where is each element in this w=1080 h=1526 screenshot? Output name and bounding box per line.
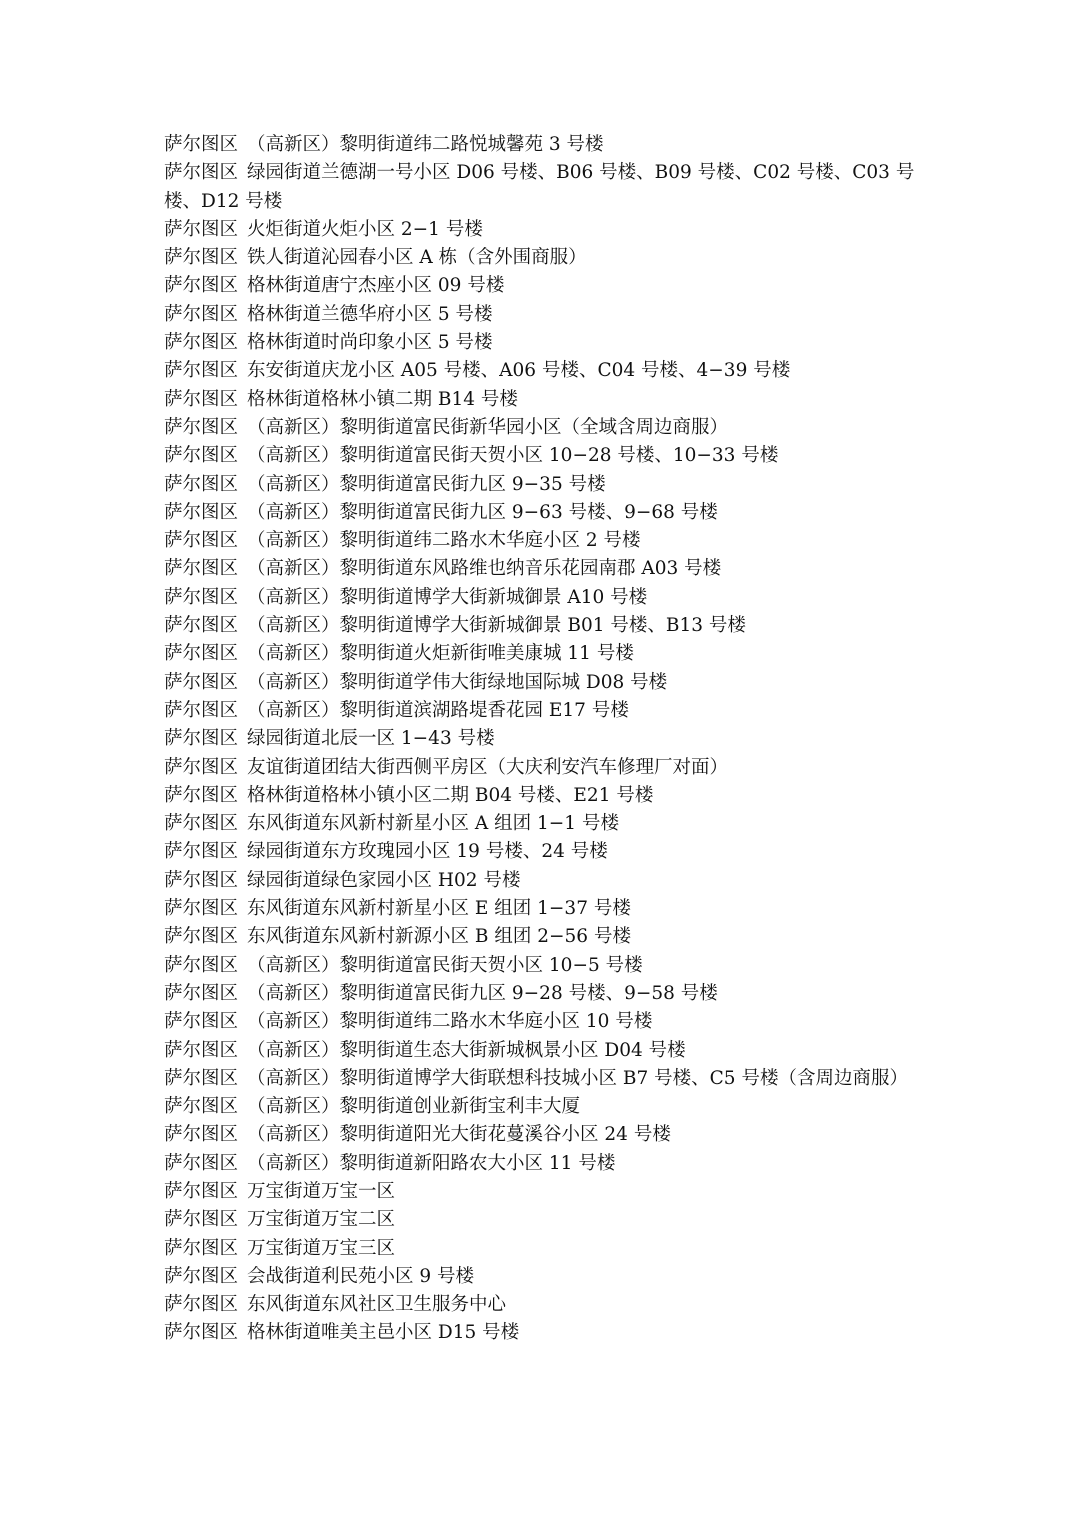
district-label: 萨尔图区 <box>164 1067 239 1089</box>
list-item <box>164 754 916 782</box>
address-text: （高新区）黎明街道富民街九区 9−63 号楼、9−68 号楼 <box>247 501 718 523</box>
address-text: 绿园街道北辰一区 1−43 号楼 <box>247 728 495 750</box>
address-text: （高新区）黎明街道纬二路水木华庭小区 2 号楼 <box>247 530 641 552</box>
list-item <box>164 131 916 159</box>
address-text: （高新区）黎明街道学伟大街绿地国际城 D08 号楼 <box>247 671 668 693</box>
address-text: （高新区）黎明街道富民街九区 9−28 号楼、9−58 号楼 <box>247 982 718 1004</box>
address-text: 绿园街道绿色家园小区 H02 号楼 <box>247 869 521 891</box>
address-text: （高新区）黎明街道博学大街新城御景 B01 号楼、B13 号楼 <box>247 615 746 637</box>
district-label: 萨尔图区 <box>164 728 239 750</box>
list-item <box>164 301 916 329</box>
list-item <box>164 1235 916 1263</box>
list-item <box>164 584 916 612</box>
list-item <box>164 471 916 499</box>
address-text: （高新区）黎明街道创业新街宝利丰大厦 <box>247 1096 581 1118</box>
district-label: 萨尔图区 <box>164 699 239 721</box>
list-item <box>164 782 916 810</box>
list-item <box>164 1121 916 1149</box>
list-item <box>164 1037 916 1065</box>
list-item <box>164 697 916 725</box>
list-item <box>164 810 916 838</box>
list-item <box>164 1206 916 1234</box>
district-label: 萨尔图区 <box>164 1209 239 1231</box>
district-label: 萨尔图区 <box>164 218 239 240</box>
list-item <box>164 555 916 583</box>
list-item <box>164 1263 916 1291</box>
address-text: 格林街道兰德华府小区 5 号楼 <box>247 303 493 325</box>
district-label: 萨尔图区 <box>164 1039 239 1061</box>
list-item <box>164 329 916 357</box>
address-text: 东安街道庆龙小区 A05 号楼、A06 号楼、C04 号楼、4−39 号楼 <box>247 360 791 382</box>
address-text: （高新区）黎明街道富民街新华园小区（全域含周边商服） <box>247 416 729 438</box>
list-item <box>164 357 916 385</box>
list-item <box>164 923 916 951</box>
district-label: 萨尔图区 <box>164 926 239 948</box>
list-item <box>164 499 916 527</box>
district-label: 萨尔图区 <box>164 360 239 382</box>
district-label: 萨尔图区 <box>164 558 239 580</box>
district-label: 萨尔图区 <box>164 756 239 778</box>
district-label: 萨尔图区 <box>164 784 239 806</box>
list-item <box>164 216 916 244</box>
district-label: 萨尔图区 <box>164 1294 239 1316</box>
district-label: 萨尔图区 <box>164 841 239 863</box>
address-text: （高新区）黎明街道生态大街新城枫景小区 D04 号楼 <box>247 1039 686 1061</box>
district-label: 萨尔图区 <box>164 303 239 325</box>
address-text: 万宝街道万宝一区 <box>247 1180 396 1202</box>
district-label: 萨尔图区 <box>164 954 239 976</box>
district-label: 萨尔图区 <box>164 643 239 665</box>
address-text: 会战街道利民苑小区 9 号楼 <box>247 1265 475 1287</box>
address-text: （高新区）黎明街道纬二路水木华庭小区 10 号楼 <box>247 1011 653 1033</box>
district-label: 萨尔图区 <box>164 1096 239 1118</box>
address-text: （高新区）黎明街道滨湖路堤香花园 E17 号楼 <box>247 699 629 721</box>
list-item <box>164 244 916 272</box>
address-text: 绿园街道兰德湖一号小区 D06 号楼、B06 号楼、B09 号楼、C02 号楼、C03 号楼、D12 号楼 <box>164 162 915 212</box>
district-label: 萨尔图区 <box>164 445 239 467</box>
address-text: 东风街道东风社区卫生服务中心 <box>247 1294 507 1316</box>
list-item <box>164 1065 916 1093</box>
list-item <box>164 725 916 753</box>
address-text: 格林街道唯美主邑小区 D15 号楼 <box>247 1322 520 1344</box>
address-text: 东风街道东风新村新星小区 E 组团 1−37 号楼 <box>247 898 631 920</box>
district-label: 萨尔图区 <box>164 1180 239 1202</box>
district-label: 萨尔图区 <box>164 1322 239 1344</box>
address-text: 格林街道时尚印象小区 5 号楼 <box>247 332 493 354</box>
list-item <box>164 1178 916 1206</box>
list-item <box>164 640 916 668</box>
district-label: 萨尔图区 <box>164 813 239 835</box>
list-item <box>164 1150 916 1178</box>
address-text: 格林街道格林小镇小区二期 B04 号楼、E21 号楼 <box>247 784 654 806</box>
district-label: 萨尔图区 <box>164 615 239 637</box>
address-text: （高新区）黎明街道博学大街新城御景 A10 号楼 <box>247 586 648 608</box>
district-label: 萨尔图区 <box>164 1152 239 1174</box>
list-item <box>164 386 916 414</box>
address-list <box>164 131 916 1348</box>
list-item <box>164 838 916 866</box>
address-text: 万宝街道万宝二区 <box>247 1209 396 1231</box>
list-item <box>164 1008 916 1036</box>
list-item <box>164 1319 916 1347</box>
district-label: 萨尔图区 <box>164 501 239 523</box>
district-label: 萨尔图区 <box>164 586 239 608</box>
address-text: （高新区）黎明街道新阳路农大小区 11 号楼 <box>247 1152 616 1174</box>
address-text: 格林街道格林小镇二期 B14 号楼 <box>247 388 518 410</box>
district-label: 萨尔图区 <box>164 134 239 155</box>
district-label: 萨尔图区 <box>164 982 239 1004</box>
list-item <box>164 612 916 640</box>
list-item <box>164 952 916 980</box>
district-label: 萨尔图区 <box>164 1011 239 1033</box>
district-label: 萨尔图区 <box>164 1237 239 1259</box>
list-item <box>164 527 916 555</box>
list-item <box>164 442 916 470</box>
district-label: 萨尔图区 <box>164 275 239 297</box>
address-text: 铁人街道沁园春小区 A 栋（含外围商服） <box>247 247 587 269</box>
list-item <box>164 1093 916 1121</box>
list-item <box>164 159 916 216</box>
address-text: （高新区）黎明街道火炬新街唯美康城 11 号楼 <box>247 643 634 665</box>
address-text: 万宝街道万宝三区 <box>247 1237 396 1259</box>
address-text: 东风街道东风新村新星小区 A 组团 1−1 号楼 <box>247 813 619 835</box>
address-text: 绿园街道东方玫瑰园小区 19 号楼、24 号楼 <box>247 841 608 863</box>
district-label: 萨尔图区 <box>164 388 239 410</box>
list-item <box>164 895 916 923</box>
district-label: 萨尔图区 <box>164 332 239 354</box>
address-text: （高新区）黎明街道纬二路悦城馨苑 3 号楼 <box>247 134 604 155</box>
list-item <box>164 272 916 300</box>
list-item <box>164 980 916 1008</box>
address-text: （高新区）黎明街道博学大街联想科技城小区 B7 号楼、C5 号楼（含周边商服） <box>247 1067 908 1089</box>
district-label: 萨尔图区 <box>164 671 239 693</box>
list-item <box>164 669 916 697</box>
list-item <box>164 414 916 442</box>
address-text: 格林街道唐宁杰座小区 09 号楼 <box>247 275 505 297</box>
address-text: （高新区）黎明街道富民街九区 9−35 号楼 <box>247 473 606 495</box>
district-label: 萨尔图区 <box>164 162 239 184</box>
district-label: 萨尔图区 <box>164 898 239 920</box>
address-text: （高新区）黎明街道阳光大街花蔓溪谷小区 24 号楼 <box>247 1124 671 1146</box>
district-label: 萨尔图区 <box>164 1265 239 1287</box>
district-label: 萨尔图区 <box>164 1124 239 1146</box>
list-item <box>164 867 916 895</box>
district-label: 萨尔图区 <box>164 530 239 552</box>
address-text: 火炬街道火炬小区 2−1 号楼 <box>247 218 483 240</box>
list-item <box>164 1291 916 1319</box>
district-label: 萨尔图区 <box>164 247 239 269</box>
address-text: （高新区）黎明街道东风路维也纳音乐花园南郡 A03 号楼 <box>247 558 722 580</box>
address-text: （高新区）黎明街道富民街天贺小区 10−5 号楼 <box>247 954 643 976</box>
district-label: 萨尔图区 <box>164 869 239 891</box>
address-text: 友谊街道团结大街西侧平房区（大庆利安汽车修理厂对面） <box>247 756 729 778</box>
address-text: （高新区）黎明街道富民街天贺小区 10−28 号楼、10−33 号楼 <box>247 445 779 467</box>
district-label: 萨尔图区 <box>164 416 239 438</box>
district-label: 萨尔图区 <box>164 473 239 495</box>
address-text: 东风街道东风新村新源小区 B 组团 2−56 号楼 <box>247 926 631 948</box>
